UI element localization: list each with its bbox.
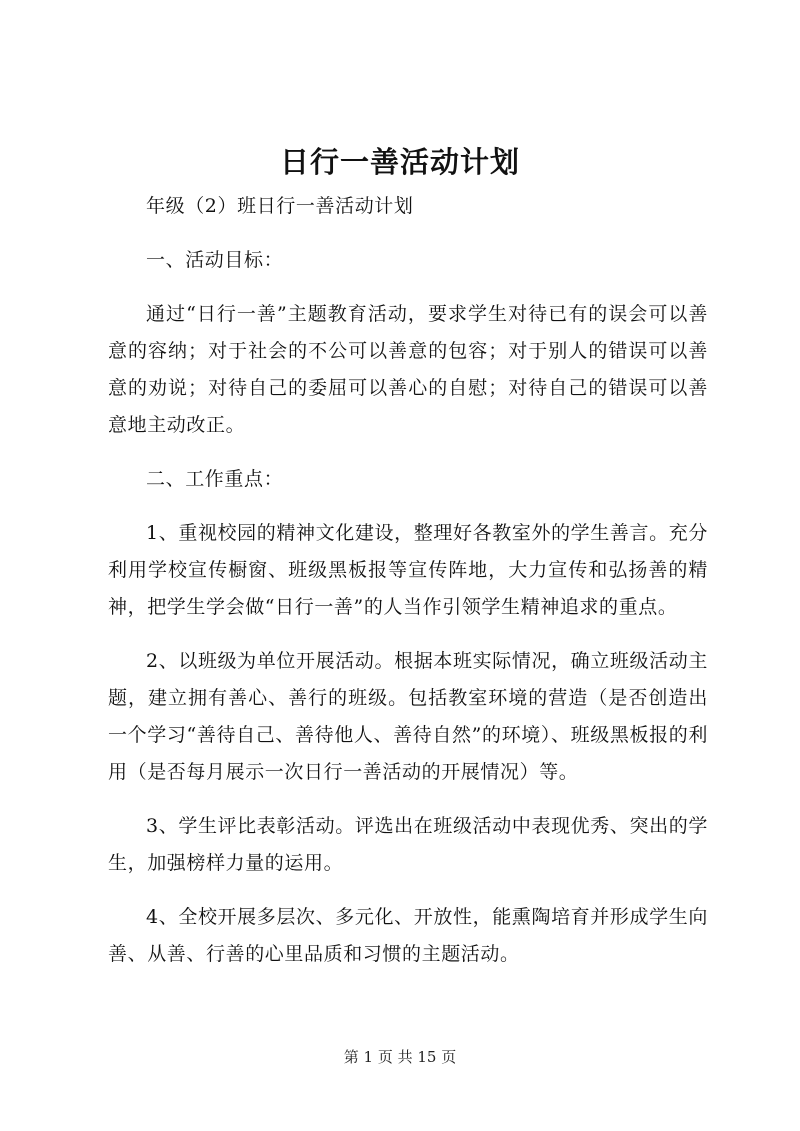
paragraph-subtitle: 年级（2）班日行一善活动计划 (146, 195, 414, 217)
paragraph-heading-goal: 一、活动目标： (146, 249, 284, 271)
paragraph-focus-1: 1、重视校园的精神文化建设，整理好各教室外的学生善言。充分利用学校宣传橱窗、班级黑板报等宣传阵地，大力宣传和弘扬善的精神，把学生学会做“日行一善”的人当作引领学生精神追求的重点。 (108, 522, 708, 618)
paragraph-focus-2: 2、以班级为单位开展活动。根据本班实际情况，确立班级活动主题，建立拥有善心、善行的班级。包括教室环境的营造（是否创造出一个学习“善待自己、善待他人、善待自然”的环境）、班级黑板报的利用（是否每月展示一次日行一善活动的开展情况）等。 (108, 650, 708, 783)
page-number-footer: 第 1 页 共 15 页 (343, 1048, 457, 1066)
paragraph-heading-focus: 二、工作重点： (146, 468, 284, 490)
document-body (108, 188, 708, 990)
paragraph-focus-3: 3、学生评比表彰活动。评选出在班级活动中表现优秀、突出的学生，加强榜样力量的运用。 (108, 815, 708, 874)
paragraph-goal-text: 通过“日行一善”主题教育活动，要求学生对待已有的误会可以善意的容纳；对于社会的不公可以善意的包容；对于别人的错误可以善意的劝说；对待自己的委屈可以善心的自慰；对待自己的错误可以善意地主动改正。 (108, 303, 708, 436)
document-title: 日行一善活动计划 (279, 145, 520, 179)
paragraph-focus-4: 4、全校开展多层次、多元化、开放性，能熏陶培育并形成学生向善、从善、行善的心里品质和习惯的主题活动。 (108, 906, 708, 965)
